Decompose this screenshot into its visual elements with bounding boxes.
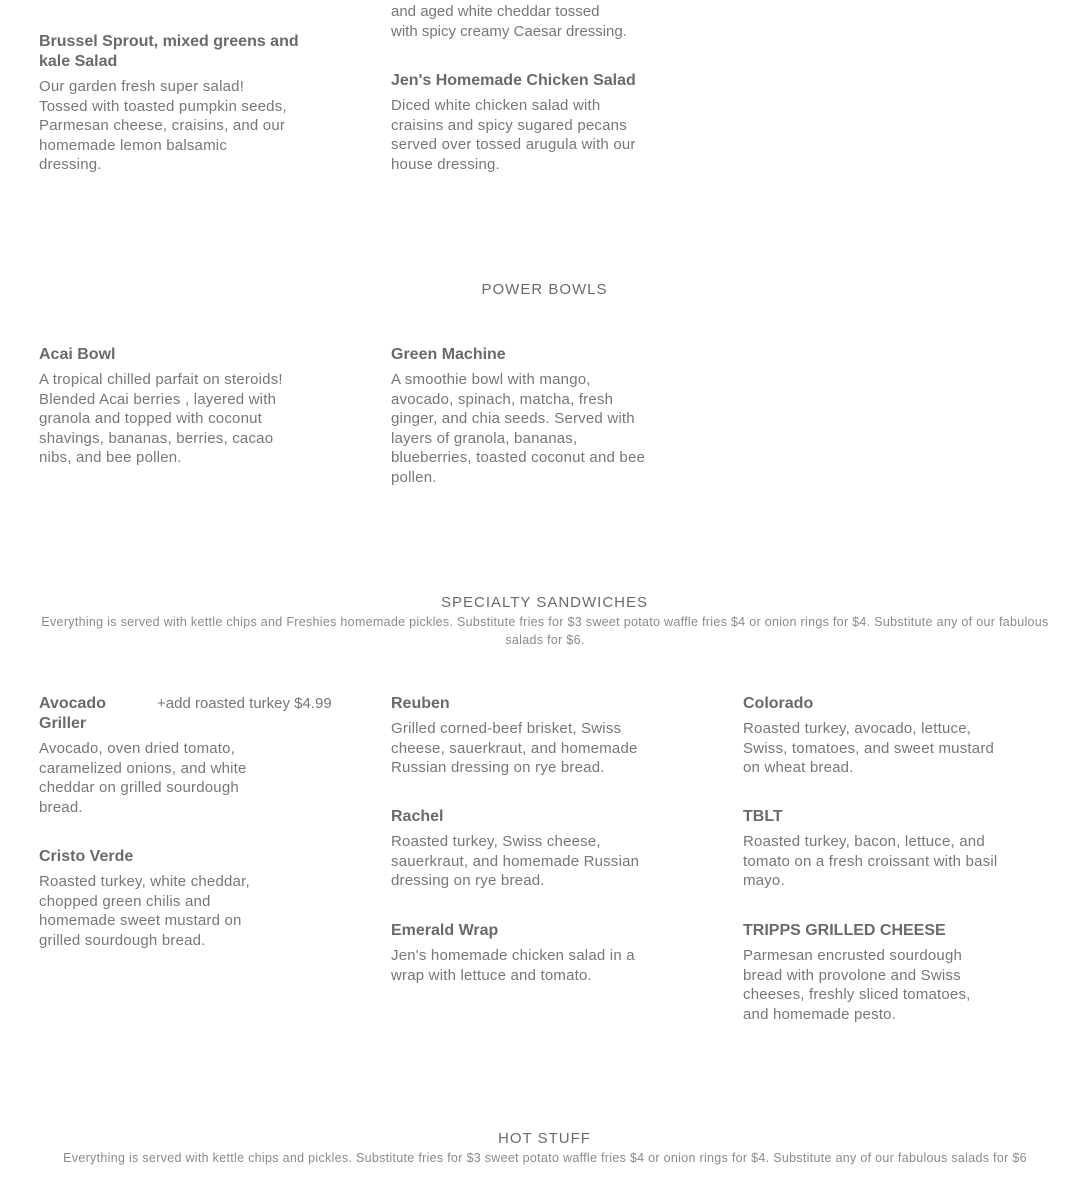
item-title: Jen's Homemade Chicken Salad	[391, 72, 636, 89]
item-title: Avocado Griller	[39, 695, 106, 732]
item-description: Roasted turkey, Swiss cheese, sauerkraut, and homemade Russian dressing on rye bread.	[391, 833, 640, 890]
item-title: Reuben	[391, 695, 450, 712]
avocado-griller-addon: +add roasted turkey $4.99	[157, 695, 332, 712]
item-title: TBLT	[743, 808, 783, 825]
item-title: Acai Bowl	[39, 346, 116, 363]
menu-item-chicken-salad	[391, 71, 681, 174]
menu-item-tripps-grilled-cheese	[743, 921, 1033, 1024]
menu-item-cristo-verde	[39, 847, 329, 950]
section-note-hot-stuff: Everything is served with kettle chips and pickles. Substitute fries for $3 sweet potato waffle fries $4 or onion rings for $4. Substitute any of our fabulous salads for $6	[63, 1151, 1027, 1165]
item-title: Rachel	[391, 808, 444, 825]
item-title: Emerald Wrap	[391, 922, 499, 939]
item-description: A smoothie bowl with mango, avocado, spinach, matcha, fresh ginger, and chia seeds. Served with layers of granola, bananas, blueberries, toasted coconut and bee pollen.	[391, 371, 646, 486]
item-description: Jen's homemade chicken salad in a wrap with lettuce and tomato.	[391, 947, 635, 984]
section-heading-specialty-sandwiches: SPECIALTY SANDWICHES	[441, 594, 648, 611]
item-title: Green Machine	[391, 346, 506, 363]
menu-item-tblt	[743, 807, 1033, 891]
menu-item-green-machine	[391, 345, 681, 488]
section-heading-hot-stuff: HOT STUFF	[498, 1130, 591, 1147]
item-title: Cristo Verde	[39, 848, 134, 865]
item-description: Roasted turkey, avocado, lettuce, Swiss, tomatoes, and sweet mustard on wheat bread.	[743, 720, 995, 777]
menu-item-reuben	[391, 694, 681, 778]
item-description: Roasted turkey, white cheddar, chopped green chilis and homemade sweet mustard on grilled sourdough bread.	[39, 873, 250, 949]
item-description: Grilled corned-beef brisket, Swiss cheese, sauerkraut, and homemade Russian dressing on rye bread.	[391, 720, 638, 777]
menu-item-emerald-wrap	[391, 921, 681, 985]
partial-line-1: and aged white cheddar tossed	[391, 3, 600, 20]
item-description: Roasted turkey, bacon, lettuce, and tomato on a fresh croissant with basil mayo.	[743, 833, 998, 890]
menu-item-colorado	[743, 694, 1033, 778]
item-title: Brussel Sprout, mixed greens and kale Salad	[39, 33, 299, 70]
menu-item-acai-bowl	[39, 345, 329, 468]
item-description: Our garden fresh super salad! Tossed with toasted pumpkin seeds, Parmesan cheese, craisins, and our homemade lemon balsamic dressing.	[39, 78, 287, 174]
item-title: TRIPPS GRILLED CHEESE	[743, 922, 946, 939]
item-description: Diced white chicken salad with craisins and spicy sugared pecans served over tossed arugula with our house dressing.	[391, 97, 636, 173]
item-description: Avocado, oven dried tomato, caramelized onions, and white cheddar on grilled sourdough bread.	[39, 740, 247, 816]
item-title: Colorado	[743, 695, 814, 712]
partial-line-2: with spicy creamy Caesar dressing.	[391, 22, 627, 40]
menu-item-rachel	[391, 807, 681, 891]
section-note-specialty-sandwiches: Everything is served with kettle chips and Freshies homemade pickles. Substitute fries for $3 sweet potato waffle fries $4 or onion rings for $4. Substitute any of our fabulous salads for $6.	[41, 615, 1049, 647]
item-description: Parmesan encrusted sourdough bread with provolone and Swiss cheeses, freshly sliced tomatoes, and homemade pesto.	[743, 947, 971, 1023]
partial-salad-description	[391, 2, 661, 41]
item-description: A tropical chilled parfait on steroids! Blended Acai berries , layered with granola and topped with coconut shavings, bananas, berries, cacao nibs, and bee pollen.	[39, 371, 283, 467]
menu-item-brussel-sprout-salad	[39, 32, 329, 175]
section-heading-power-bowls: POWER BOWLS	[481, 281, 608, 298]
